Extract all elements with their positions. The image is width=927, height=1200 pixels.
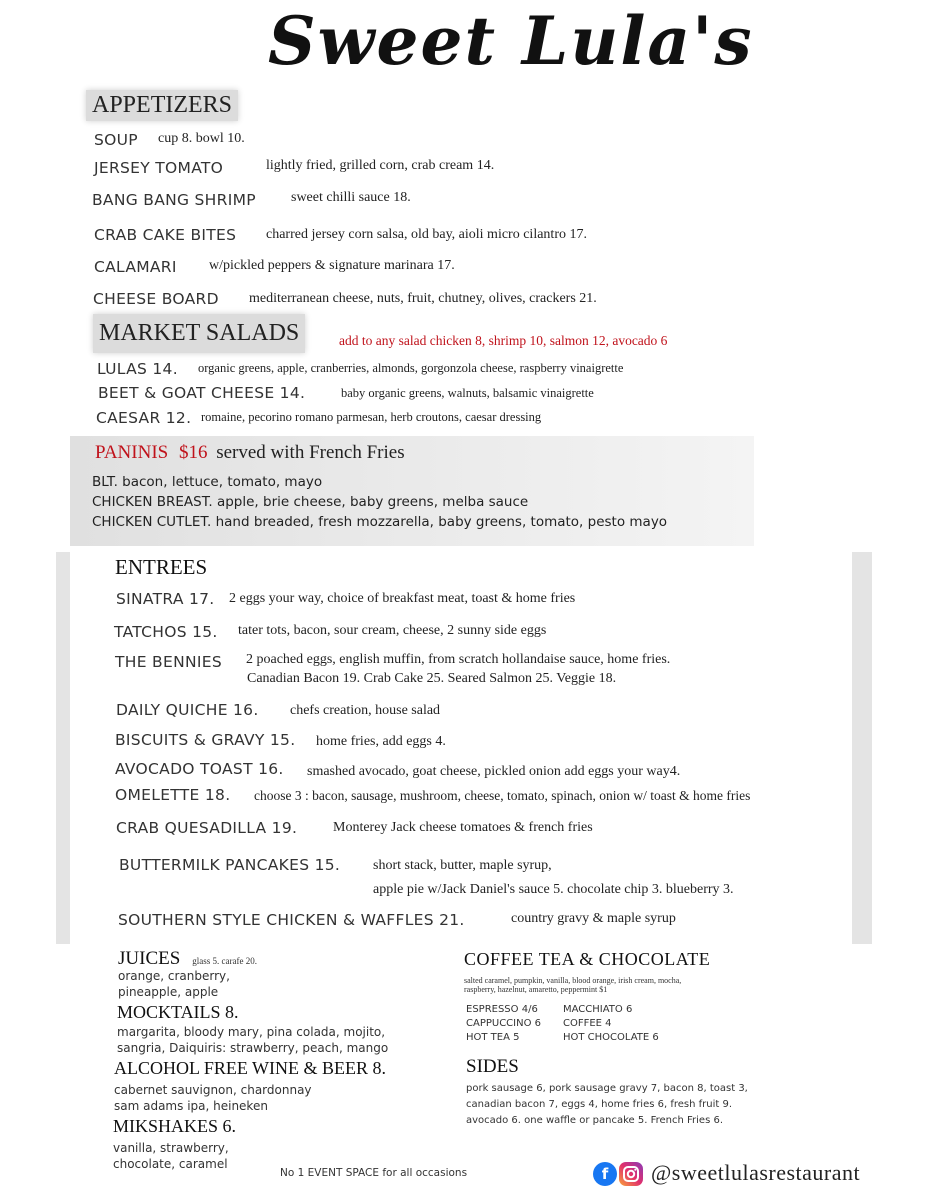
menu-item-name: CRAB CAKE BITES xyxy=(94,226,237,244)
juices-list-line: orange, cranberry, xyxy=(118,969,230,983)
menu-item-desc: home fries, add eggs 4. xyxy=(316,734,446,749)
sides-list-line: pork sausage 6, pork sausage gravy 7, bacon 8, toast 3, xyxy=(466,1083,748,1094)
coffee-flavors-line: salted caramel, pumpkin, vanilla, blood orange, irish cream, mocha, xyxy=(464,976,682,985)
mikshakes-list-line: chocolate, caramel xyxy=(113,1157,228,1171)
paninis-price: $16 xyxy=(178,442,208,463)
menu-item-name: CHEESE BOARD xyxy=(93,290,219,308)
paninis-title: PANINIS xyxy=(95,442,169,463)
menu-item-name: OMELETTE 18. xyxy=(115,786,231,804)
menu-item-desc: romaine, pecorino romano parmesan, herb croutons, caesar dressing xyxy=(201,410,542,424)
menu-item-name: AVOCADO TOAST 16. xyxy=(115,760,284,778)
sides-list-line: canadian bacon 7, eggs 4, home fries 6, fresh fruit 9. xyxy=(466,1099,733,1110)
paninis-heading xyxy=(95,442,405,464)
panini-item: CHICKEN CUTLET. hand breaded, fresh mozzarella, baby greens, tomato, pesto mayo xyxy=(92,514,668,530)
menu-item-desc: tater tots, bacon, sour cream, cheese, 2 sunny side eggs xyxy=(238,623,547,638)
menu-item-desc: choose 3 : bacon, sausage, mushroom, cheese, tomato, spinach, onion w/ toast & home fries xyxy=(254,788,751,803)
restaurant-logo: Sweet Lula's xyxy=(268,2,754,80)
menu-item-name: BANG BANG SHRIMP xyxy=(92,191,256,209)
juices-heading: JUICES xyxy=(118,948,181,969)
menu-item-name: TATCHOS 15. xyxy=(114,623,218,641)
instagram-glyph xyxy=(619,1162,643,1186)
panini-item: BLT. bacon, lettuce, tomato, mayo xyxy=(92,474,323,490)
menu-item-desc: lightly fried, grilled corn, crab cream 14. xyxy=(266,158,495,173)
event-space-note: No 1 EVENT SPACE for all occasions xyxy=(280,1167,468,1179)
menu-item-name: DAILY QUICHE 16. xyxy=(116,701,259,719)
entrees-border-right xyxy=(852,552,872,944)
menu-item-name: CALAMARI xyxy=(94,258,177,276)
menu-item-name: CRAB QUESADILLA 19. xyxy=(116,819,298,837)
menu-item-name: SINATRA 17. xyxy=(116,590,215,608)
coffee-item: HOT CHOCOLATE 6 xyxy=(563,1032,659,1043)
appetizers-heading: APPETIZERS xyxy=(86,90,238,121)
coffee-item: HOT TEA 5 xyxy=(466,1032,520,1043)
coffee-heading: COFFEE TEA & CHOCOLATE xyxy=(464,949,711,969)
panini-item: CHICKEN BREAST. apple, brie cheese, baby greens, melba sauce xyxy=(92,494,529,510)
social-handle[interactable]: @sweetlulasrestaurant xyxy=(651,1160,861,1185)
alcohol-free-list-line: cabernet sauvignon, chardonnay xyxy=(114,1083,312,1097)
menu-item-name: SOUTHERN STYLE CHICKEN & WAFFLES 21. xyxy=(118,911,465,929)
menu-item-name: LULAS 14. xyxy=(97,360,178,378)
menu-item-name: JERSEY TOMATO xyxy=(94,159,224,177)
menu-item-desc: cup 8. bowl 10. xyxy=(158,131,245,146)
entrees-border-left xyxy=(56,552,70,944)
menu-item-desc: mediterranean cheese, nuts, fruit, chutney, olives, crackers 21. xyxy=(249,291,597,306)
menu-item-name: BEET & GOAT CHEESE 14. xyxy=(98,384,306,402)
menu-item-desc: chefs creation, house salad xyxy=(290,703,441,718)
menu-item-desc: 2 poached eggs, english muffin, from scratch hollandaise sauce, home fries. xyxy=(246,652,671,667)
menu-item-desc: charred jersey corn salsa, old bay, aioli micro cilantro 17. xyxy=(266,227,587,242)
juices-heading-row xyxy=(118,948,257,970)
salad-addon-note: add to any salad chicken 8, shrimp 10, salmon 12, avocado 6 xyxy=(339,333,668,348)
coffee-flavors-line: raspberry, hazelnut, amaretto, peppermint $1 xyxy=(464,985,608,994)
instagram-icon[interactable] xyxy=(619,1162,643,1186)
mikshakes-heading: MIKSHAKES 6. xyxy=(113,1116,237,1136)
menu-item-name: THE BENNIES xyxy=(115,653,222,671)
facebook-icon[interactable]: f xyxy=(593,1162,617,1186)
menu-item-desc: sweet chilli sauce 18. xyxy=(291,190,411,205)
menu-item-desc: country gravy & maple syrup xyxy=(511,911,676,926)
menu-item-name: CAESAR 12. xyxy=(96,409,192,427)
mocktails-list-line: margarita, bloody mary, pina colada, mojito, xyxy=(117,1025,386,1039)
mocktails-heading: MOCKTAILS 8. xyxy=(117,1002,239,1022)
coffee-item: COFFEE 4 xyxy=(563,1018,612,1029)
sides-list-line: avocado 6. one waffle or pancake 5. French Fries 6. xyxy=(466,1115,723,1126)
juices-price: glass 5. carafe 20. xyxy=(192,956,258,966)
alcohol-free-list-line: sam adams ipa, heineken xyxy=(114,1099,268,1113)
menu-item-name: SOUP xyxy=(94,131,138,149)
sides-heading: SIDES xyxy=(466,1056,519,1077)
menu-item-desc-extra: Canadian Bacon 19. Crab Cake 25. Seared Salmon 25. Veggie 18. xyxy=(247,671,617,686)
entrees-heading: ENTREES xyxy=(115,555,208,579)
juices-list-line: pineapple, apple xyxy=(118,985,219,999)
mikshakes-list-line: vanilla, strawberry, xyxy=(113,1141,229,1155)
menu-item-desc: organic greens, apple, cranberries, almonds, gorgonzola cheese, raspberry vinaigrette xyxy=(198,361,624,375)
salads-heading: MARKET SALADS xyxy=(93,314,305,353)
menu-item-name: BISCUITS & GRAVY 15. xyxy=(115,731,296,749)
mocktails-list-line: sangria, Daiquiris: strawberry, peach, mango xyxy=(117,1041,389,1055)
coffee-item: MACCHIATO 6 xyxy=(563,1004,633,1015)
alcohol-free-heading: ALCOHOL FREE WINE & BEER 8. xyxy=(114,1058,386,1078)
menu-item-desc: w/pickled peppers & signature marinara 17. xyxy=(209,258,455,273)
menu-item-desc: Monterey Jack cheese tomatoes & french fries xyxy=(333,820,593,835)
menu-item-desc: smashed avocado, goat cheese, pickled onion add eggs your way4. xyxy=(307,764,681,779)
menu-item-desc-extra: apple pie w/Jack Daniel's sauce 5. chocolate chip 3. blueberry 3. xyxy=(373,882,734,897)
coffee-item: ESPRESSO 4/6 xyxy=(466,1004,538,1015)
menu-item-desc: short stack, butter, maple syrup, xyxy=(373,858,552,873)
paninis-subtitle: served with French Fries xyxy=(216,442,405,463)
menu-item-desc: 2 eggs your way, choice of breakfast meat, toast & home fries xyxy=(229,591,576,606)
menu-item-name: BUTTERMILK PANCAKES 15. xyxy=(119,856,341,874)
coffee-item: CAPPUCCINO 6 xyxy=(466,1018,542,1029)
menu-item-desc: baby organic greens, walnuts, balsamic vinaigrette xyxy=(341,386,594,400)
